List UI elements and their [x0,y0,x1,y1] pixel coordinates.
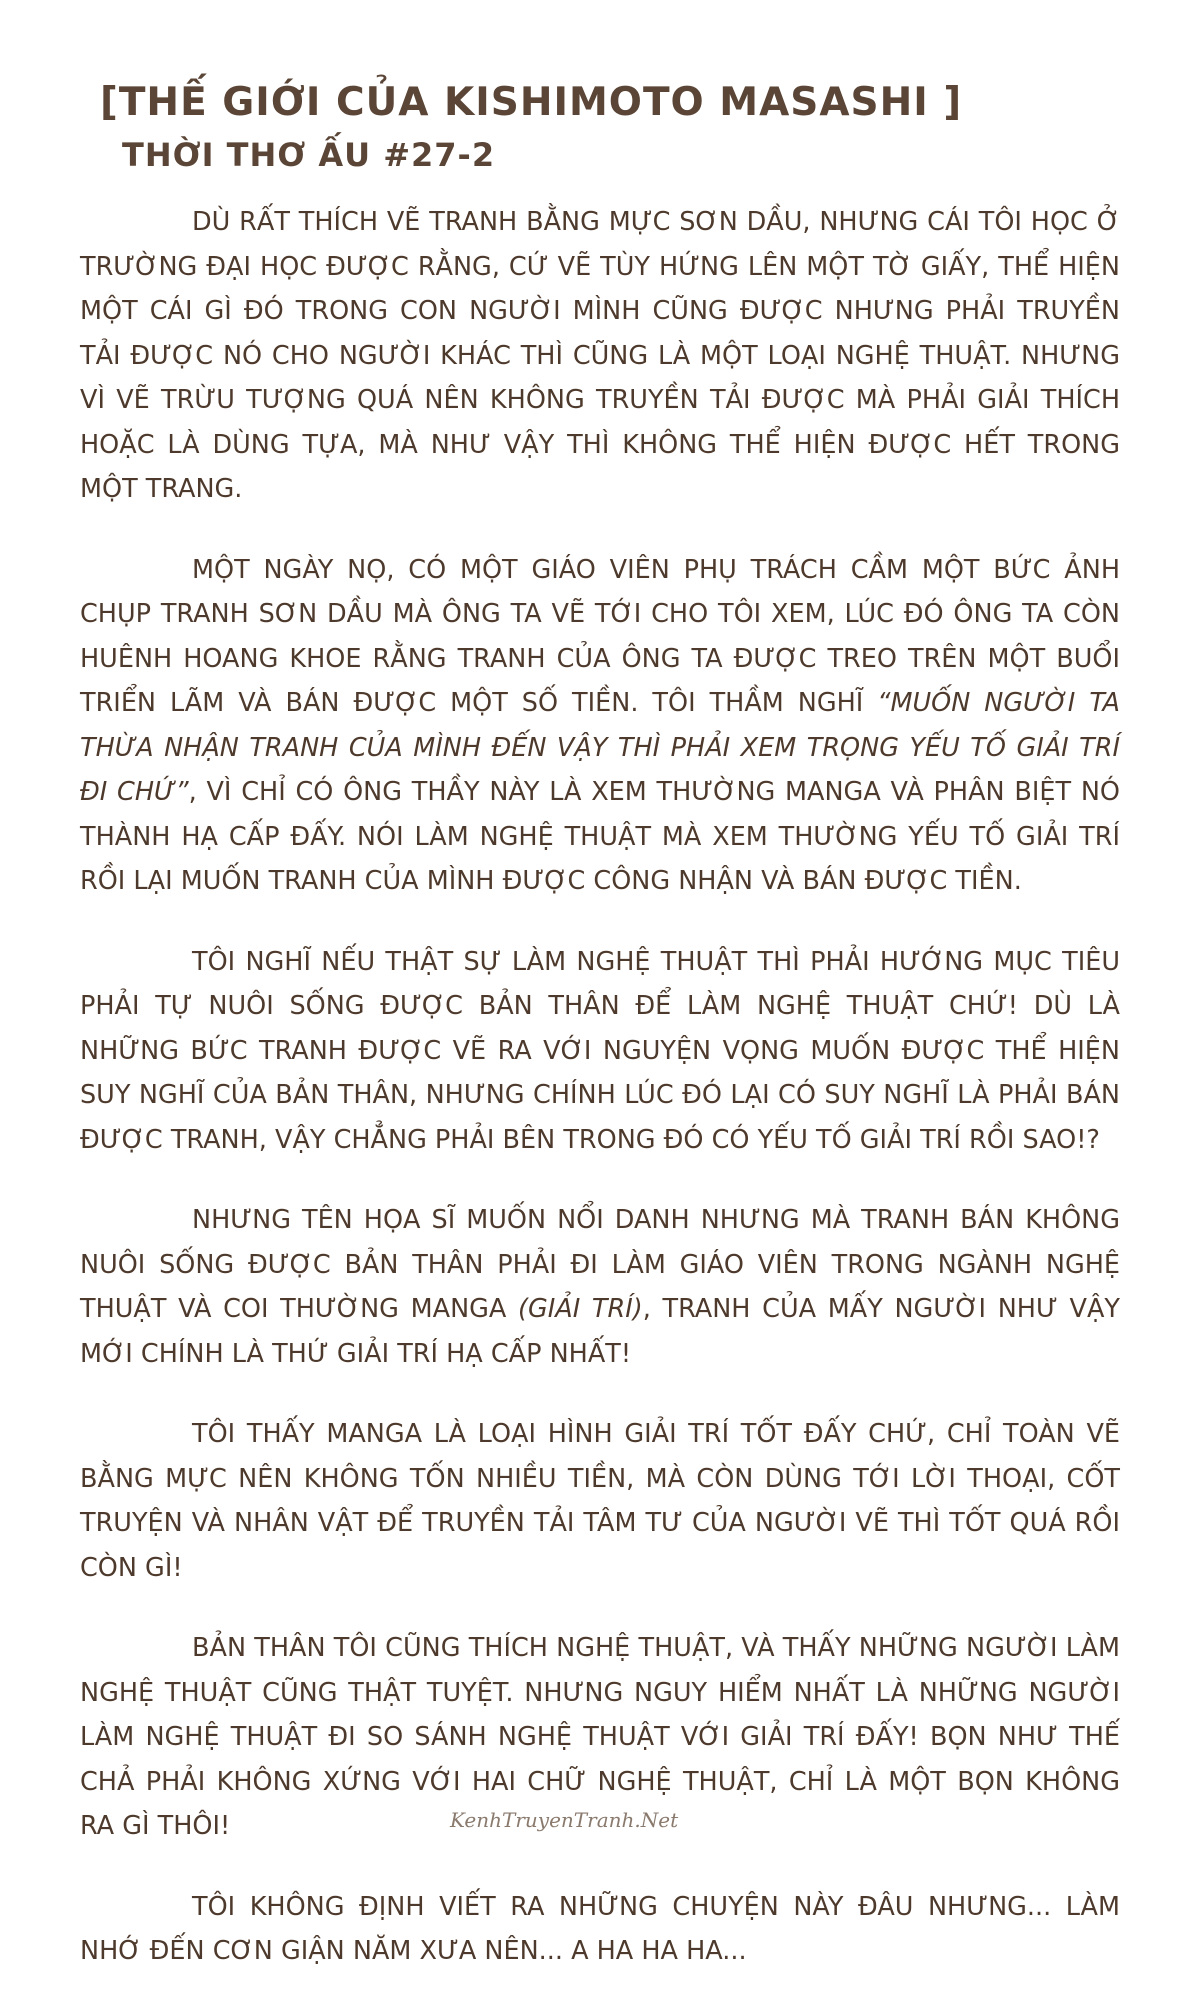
paragraph-2-text-after: , VÌ CHỈ CÓ ÔNG THẦY NÀY LÀ XEM THƯỜNG MANGA VÀ PHÂN BIỆT NÓ THÀNH HẠ CẤP ĐẤY. NÓI LÀM NGHỆ THUẬT MÀ XEM THƯỜNG YẾU TỐ GIẢI TRÍ RỒI LẠI MUỐN TRANH CỦA MÌNH ĐƯỢC CÔNG NHẬN VÀ BÁN ĐƯỢC TIỀN. [80,777,1120,896]
page-title: [THẾ GIỚI CỦA KISHIMOTO MASASHI ] [100,80,963,125]
paragraph-5: TÔI THẤY MANGA LÀ LOẠI HÌNH GIẢI TRÍ TỐT ĐẤY CHỨ, CHỈ TOÀN VẼ BẰNG MỰC NÊN KHÔNG TỐN NHIỀU TIỀN, MÀ CÒN DÙNG TỚI LỜI THOẠI, CỐT TRUYỆN VÀ NHÂN VẬT ĐỂ TRUYỀN TẢI TÂM TƯ CỦA NGƯỜI VẼ THÌ TỐT QUÁ RỒI CÒN GÌ! [80,1419,1120,1583]
paragraph-7: TÔI KHÔNG ĐỊNH VIẾT RA NHỮNG CHUYỆN NÀY ĐÂU NHƯNG... LÀM NHỚ ĐẾN CƠN GIẬN NĂM XƯA NÊN... A HA HA HA... [80,1891,1120,1966]
paragraph-2 [80,548,1120,904]
paragraph-6: BẢN THÂN TÔI CŨNG THÍCH NGHỆ THUẬT, VÀ THẤY NHỮNG NGƯỜI LÀM NGHỆ THUẬT CŨNG THẬT TUYỆT. NHƯNG NGUY HIỂM NHẤT LÀ NHỮNG NGƯỜI LÀM NGHỆ THUẬT ĐI SO SÁNH NGHỆ THUẬT VỚI GIẢI TRÍ ĐẤY! BỌN NHƯ THẾ CHẢ PHẢI KHÔNG XỨNG VỚI HAI CHỮ NGHỆ THUẬT, CHỈ LÀ MỘT BỌN KHÔNG RA GÌ THÔI! [80,1633,1120,1841]
paragraph-3: TÔI NGHĨ NẾU THẬT SỰ LÀM NGHỆ THUẬT THÌ PHẢI HƯỚNG MỤC TIÊU PHẢI TỰ NUÔI SỐNG ĐƯỢC BẢN THÂN ĐỂ LÀM NGHỆ THUẬT CHỨ! DÙ LÀ NHỮNG BỨC TRANH ĐƯỢC VẼ RA VỚI NGUYỆN VỌNG MUỐN ĐƯỢC THỂ HIỆN SUY NGHĨ CỦA BẢN THÂN, NHƯNG CHÍNH LÚC ĐÓ LẠI CÓ SUY NGHĨ LÀ PHẢI BÁN ĐƯỢC TRANH, VẬY CHẲNG PHẢI BÊN TRONG ĐÓ CÓ YẾU TỐ GIẢI TRÍ RỒI SAO!? [80,946,1120,1155]
paragraph-4-text-before: NHƯNG TÊN HỌA SĨ MUỐN NỔI DANH NHƯNG MÀ TRANH BÁN KHÔNG NUÔI SỐNG ĐƯỢC BẢN THÂN PHẢI ĐI LÀM GIÁO VIÊN TRONG NGÀNH NGHỆ THUẬT VÀ COI THƯỜNG MANGA [80,1205,1120,1324]
paragraph-2-quote: “MUỐN NGƯỜI TA THỪA NHẬN TRANH CỦA MÌNH ĐẾN VẬY THÌ PHẢI XEM TRỌNG YẾU TỐ GIẢI TRÍ ĐI CHỨ” [80,688,1120,807]
paragraph-4-text-after: , TRANH CỦA MẤY NGƯỜI NHƯ VẬY MỚI CHÍNH LÀ THỨ GIẢI TRÍ HẠ CẤP NHẤT! [80,1294,1120,1369]
article-body [80,200,1120,2010]
paragraph-4 [80,1198,1120,1376]
page-subtitle: THỜI THƠ ẤU #27-2 [122,136,496,174]
watermark-text: KenhTruyenTranh.Net [450,1808,679,1832]
paragraph-4-aside: (GIẢI TRÍ) [518,1294,643,1324]
paragraph-2-text-before: MỘT NGÀY NỌ, CÓ MỘT GIÁO VIÊN PHỤ TRÁCH CẦM MỘT BỨC ẢNH CHỤP TRANH SƠN DẦU MÀ ÔNG TA VẼ TỚI CHO TÔI XEM, LÚC ĐÓ ÔNG TA CÒN HUÊNH HOANG KHOE RẰNG TRANH CỦA ÔNG TA ĐƯỢC TREO TRÊN MỘT BUỔI TRIỂN LÃM VÀ BÁN ĐƯỢC MỘT SỐ TIỀN. TÔI THẦM NGHĨ [80,554,1120,718]
paragraph-1: DÙ RẤT THÍCH VẼ TRANH BẰNG MỰC SƠN DẦU, NHƯNG CÁI TÔI HỌC Ở TRƯỜNG ĐẠI HỌC ĐƯỢC RẰNG, CỨ VẼ TÙY HỨNG LÊN MỘT TỜ GIẤY, THỂ HIỆN MỘT CÁI GÌ ĐÓ TRONG CON NGƯỜI MÌNH CŨNG ĐƯỢC NHƯNG PHẢI TRUYỀN TẢI ĐƯỢC NÓ CHO NGƯỜI KHÁC THÌ CŨNG LÀ MỘT LOẠI NGHỆ THUẬT. NHƯNG VÌ VẼ TRỪU TƯỢNG QUÁ NÊN KHÔNG TRUYỀN TẢI ĐƯỢC MÀ PHẢI GIẢI THÍCH HOẶC LÀ DÙNG TỰA, MÀ NHƯ VẬY THÌ KHÔNG THỂ HIỆN ĐƯỢC HẾT TRONG MỘT TRANG. [80,207,1120,504]
